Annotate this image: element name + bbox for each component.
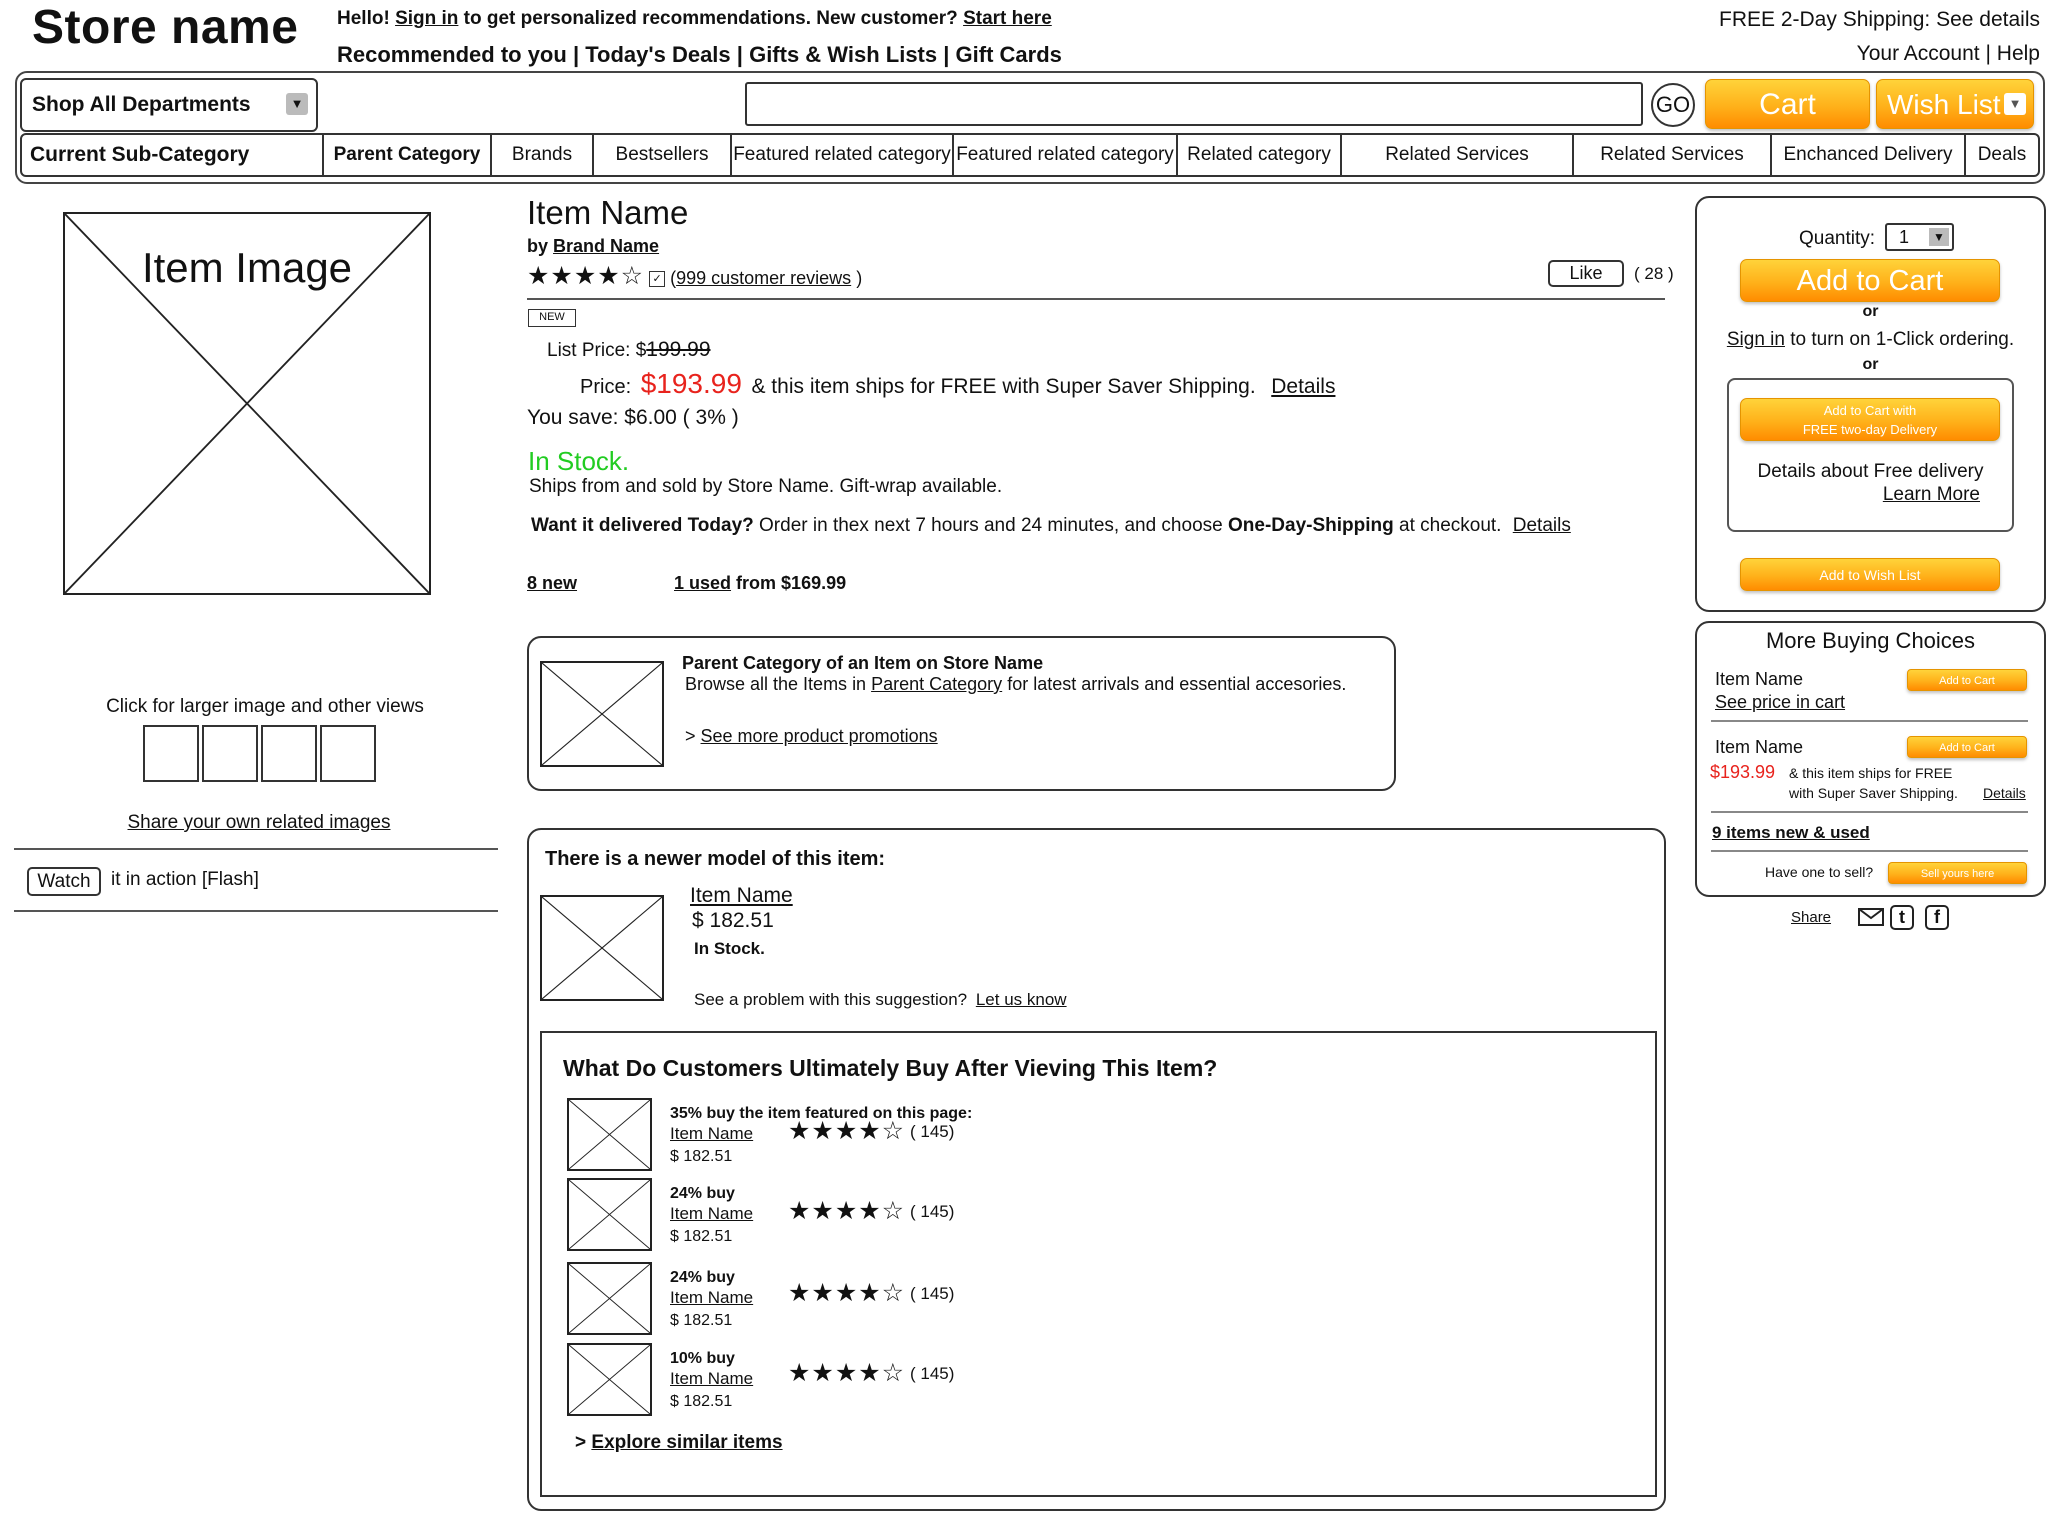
image-placeholder-icon bbox=[542, 663, 662, 765]
customers-buy-image[interactable] bbox=[567, 1262, 652, 1335]
customers-buy-item-link[interactable]: Item Name bbox=[670, 1204, 754, 1223]
want-it-text: Want it delivered Today? bbox=[531, 515, 754, 536]
reviews-open: ( bbox=[670, 268, 677, 288]
like-button[interactable]: Like bbox=[1548, 260, 1624, 287]
customers-buy-count: ( 145) bbox=[910, 1122, 955, 1141]
image-placeholder-icon bbox=[542, 897, 662, 999]
chevron-down-icon: ▼ bbox=[286, 93, 308, 115]
store-logo[interactable]: Store name bbox=[32, 1, 299, 54]
newer-model-name-link[interactable]: Item Name bbox=[690, 884, 793, 907]
explore-similar bbox=[575, 1432, 783, 1454]
price-note: & this item ships for FREE with Super Saver Shipping. bbox=[751, 375, 1256, 398]
add-to-wishlist-button[interactable]: Add to Wish List bbox=[1740, 558, 2000, 591]
subnav-related-category[interactable]: Related category bbox=[1176, 135, 1340, 175]
new-and-used-link[interactable]: 9 items new & used bbox=[1712, 823, 1870, 842]
see-price-in-cart-link[interactable]: See price in cart bbox=[1715, 692, 1846, 712]
nav-separator: | bbox=[1985, 42, 1991, 65]
you-save: You save: $6.00 ( 3% ) bbox=[527, 406, 739, 429]
divider bbox=[1711, 850, 2028, 852]
newer-model-title: There is a newer model of this item: bbox=[545, 848, 886, 870]
thumbnail[interactable] bbox=[320, 725, 376, 782]
subnav-deals[interactable]: Deals bbox=[1964, 135, 2038, 175]
customers-buy-stars: ★★★★☆ bbox=[788, 1279, 906, 1307]
customers-buy-pct: 35% buy the item featured on this page: bbox=[670, 1105, 973, 1122]
choice-note1: & this item ships for FREE bbox=[1789, 765, 1953, 781]
customers-buy-item-link[interactable]: Item Name bbox=[670, 1124, 754, 1143]
customers-buy-item-link[interactable]: Item Name bbox=[670, 1369, 754, 1388]
rating-stars: ★★★★☆ bbox=[527, 262, 645, 290]
suggestion-problem bbox=[694, 990, 1067, 1010]
choice-note2: with Super Saver Shipping. bbox=[1789, 785, 1958, 801]
sell-yours-button[interactable]: Sell yours here bbox=[1888, 862, 2027, 884]
image-placeholder-icon bbox=[569, 1264, 650, 1333]
promo-body-prefix: Browse all the Items in bbox=[685, 674, 867, 694]
list-price: 199.99 bbox=[646, 338, 711, 361]
promo-more-prefix: > bbox=[685, 726, 696, 746]
quantity-value: 1 bbox=[1899, 227, 1910, 247]
subnav-parent-category[interactable]: Parent Category bbox=[322, 135, 490, 175]
customers-buy-count: ( 145) bbox=[910, 1364, 955, 1383]
byline bbox=[527, 236, 659, 257]
divider bbox=[1711, 811, 2028, 813]
checkout-text: at checkout. bbox=[1399, 515, 1502, 536]
promo-more bbox=[685, 726, 938, 747]
quantity-select[interactable] bbox=[1885, 223, 1954, 251]
image-placeholder-icon bbox=[569, 1100, 650, 1169]
customers-buy-pct: 24% buy bbox=[670, 1185, 735, 1202]
add-free-line2: FREE two-day Delivery bbox=[1802, 422, 1938, 437]
subnav-related-services-2[interactable]: Related Services bbox=[1572, 135, 1770, 175]
ships-from: Ships from and sold by Store Name. Gift-wrap available. bbox=[529, 476, 1003, 497]
newer-model-stock: In Stock. bbox=[694, 939, 765, 958]
order-in-text: Order in thex next 7 hours and 24 minutes, and choose bbox=[759, 515, 1223, 536]
reviews-link[interactable]: 999 customer reviews bbox=[676, 268, 852, 288]
divider bbox=[14, 848, 498, 850]
nav-recommended[interactable]: Recommended to you bbox=[337, 42, 567, 67]
subnav-brands[interactable]: Brands bbox=[490, 135, 592, 175]
customers-buy-image[interactable] bbox=[567, 1343, 652, 1416]
price-details-link[interactable]: Details bbox=[1271, 375, 1336, 398]
click-larger-text[interactable]: Click for larger image and other views bbox=[106, 696, 424, 717]
choice-add-to-cart-button[interactable]: Add to Cart bbox=[1907, 736, 2027, 758]
subnav-featured-2[interactable]: Featured related category bbox=[952, 135, 1176, 175]
customers-buy-price: $ 182.51 bbox=[670, 1312, 733, 1329]
choice-price: $193.99 bbox=[1710, 762, 1776, 782]
main-image-label: Item Image bbox=[141, 244, 353, 291]
promo-title: Parent Category of an Item on Store Name bbox=[682, 653, 1044, 673]
choice-details-link[interactable]: Details bbox=[1983, 785, 2026, 801]
one-click-row bbox=[1695, 329, 2046, 351]
one-click-text: to turn on 1-Click ordering. bbox=[1790, 329, 2015, 350]
subnav-related-services-1[interactable]: Related Services bbox=[1340, 135, 1572, 175]
greeting-text: Hello! bbox=[337, 8, 390, 29]
promo-body bbox=[685, 674, 1346, 695]
department-label: Shop All Departments bbox=[32, 93, 251, 116]
used-offers-link[interactable]: 1 used bbox=[674, 573, 732, 593]
list-price-row bbox=[547, 338, 711, 362]
nav-gifts[interactable]: Gifts & Wish Lists bbox=[749, 42, 938, 67]
greeting bbox=[337, 8, 1052, 30]
price-row bbox=[580, 368, 1335, 400]
thumbnail[interactable] bbox=[261, 725, 317, 782]
add-free-line1: Add to Cart with bbox=[1823, 403, 1917, 418]
newer-model-image[interactable] bbox=[540, 895, 664, 1001]
delivery-info bbox=[531, 515, 1571, 537]
used-from-text: from $169.99 bbox=[736, 573, 847, 593]
choice-item-name: Item Name bbox=[1715, 669, 1804, 689]
customers-buy-pct: 24% buy bbox=[670, 1269, 735, 1286]
customers-buy-count: ( 145) bbox=[910, 1202, 955, 1221]
nav-separator: | bbox=[943, 42, 950, 67]
subnav-featured-1[interactable]: Featured related category bbox=[730, 135, 952, 175]
start-here-link[interactable]: Start here bbox=[963, 8, 1052, 29]
choice-add-to-cart-button[interactable]: Add to Cart bbox=[1907, 669, 2027, 691]
price-value: $193.99 bbox=[640, 368, 742, 399]
customers-buy-pct: 10% buy bbox=[670, 1350, 735, 1367]
greeting-mid-text: to get personalized recommendations. New customer? bbox=[463, 8, 958, 29]
customers-buy-price: $ 182.51 bbox=[670, 1228, 733, 1245]
thumbnail[interactable] bbox=[202, 725, 258, 782]
new-offers-link[interactable]: 8 new bbox=[527, 573, 578, 593]
explore-similar-link[interactable]: Explore similar items bbox=[591, 1432, 783, 1453]
header-nav bbox=[337, 42, 1062, 68]
chevron-down-icon: ▼ bbox=[1929, 228, 1949, 246]
divider bbox=[1711, 720, 2028, 722]
free-delivery-details: Details about Free delivery bbox=[1757, 461, 1984, 482]
add-to-cart-free-delivery-button[interactable] bbox=[1740, 398, 2000, 441]
one-day-text: One-Day-Shipping bbox=[1228, 515, 1394, 536]
customers-buy-title: What Do Customers Ultimately Buy After Vieving This Item? bbox=[563, 1055, 1218, 1081]
department-select[interactable] bbox=[20, 78, 318, 132]
facebook-icon[interactable]: f bbox=[1925, 905, 1949, 930]
mail-icon[interactable] bbox=[1858, 906, 1884, 928]
like-count: ( 28 ) bbox=[1634, 264, 1674, 283]
nav-separator: | bbox=[572, 42, 580, 67]
chevron-down-icon: ▼ bbox=[2004, 93, 2026, 115]
learn-more-link[interactable]: Learn More bbox=[1882, 484, 1980, 505]
divider bbox=[14, 910, 498, 912]
by-text: by bbox=[527, 236, 549, 256]
account-links bbox=[1857, 42, 2040, 66]
let-us-know-link[interactable]: Let us know bbox=[975, 990, 1067, 1009]
reviews-close: ) bbox=[856, 268, 863, 288]
problem-text: See a problem with this suggestion? bbox=[694, 990, 968, 1009]
customers-buy-item-link[interactable]: Item Name bbox=[670, 1288, 754, 1307]
watch-suffix: it in action [Flash] bbox=[111, 869, 259, 890]
customers-buy-image[interactable] bbox=[567, 1178, 652, 1251]
brand-link[interactable]: Brand Name bbox=[553, 236, 660, 256]
share-images-link[interactable]: Share your own related images bbox=[127, 812, 391, 833]
customers-buy-count: ( 145) bbox=[910, 1284, 955, 1303]
chevron-down-icon[interactable]: ✓ bbox=[649, 271, 665, 287]
customers-buy-stars: ★★★★☆ bbox=[788, 1359, 906, 1387]
used-offers bbox=[674, 573, 846, 594]
or-text: or bbox=[1862, 303, 1879, 320]
promo-image[interactable] bbox=[540, 661, 664, 767]
customers-buy-box bbox=[540, 1031, 1657, 1497]
customers-buy-price: $ 182.51 bbox=[670, 1393, 733, 1410]
more-buying-choices bbox=[1695, 621, 2046, 897]
wishlist-button[interactable] bbox=[1876, 79, 2034, 129]
explore-prefix: > bbox=[575, 1432, 587, 1453]
add-to-cart-button[interactable]: Add to Cart bbox=[1740, 259, 2000, 302]
share-label: Share bbox=[1791, 909, 1832, 926]
wishlist-label: Wish List bbox=[1887, 89, 2001, 120]
nav-separator: | bbox=[736, 42, 743, 67]
free-shipping-link[interactable]: FREE 2-Day Shipping: See details bbox=[1719, 8, 2040, 31]
customers-buy-price: $ 182.51 bbox=[670, 1148, 733, 1165]
image-placeholder-icon bbox=[569, 1345, 650, 1414]
more-choices-title: More Buying Choices bbox=[1765, 628, 1976, 653]
help-link[interactable]: Help bbox=[1996, 42, 2040, 65]
search-input[interactable] bbox=[745, 82, 1643, 126]
subnav-bestsellers[interactable]: Bestsellers bbox=[592, 135, 730, 175]
current-subcategory[interactable]: Current Sub-Category bbox=[30, 143, 250, 166]
customers-buy-stars: ★★★★☆ bbox=[788, 1117, 906, 1145]
divider bbox=[527, 298, 1665, 300]
have-one-text: Have one to sell? bbox=[1765, 864, 1874, 880]
new-badge: NEW bbox=[528, 309, 576, 327]
buybox-sign-in-link[interactable]: Sign in bbox=[1726, 329, 1785, 350]
quantity-label: Quantity: bbox=[1799, 228, 1876, 249]
go-button[interactable]: GO bbox=[1651, 83, 1695, 127]
subnav-enhanced-delivery[interactable]: Enchanced Delivery bbox=[1770, 135, 1964, 175]
list-price-label: List Price: $ bbox=[547, 340, 647, 361]
watch-button[interactable]: Watch bbox=[27, 867, 101, 896]
choice-item-name: Item Name bbox=[1715, 737, 1804, 757]
thumbnail[interactable] bbox=[143, 725, 199, 782]
main-product-image[interactable] bbox=[63, 212, 431, 595]
stock-status: In Stock. bbox=[528, 446, 630, 476]
newer-model-price: $ 182.51 bbox=[692, 909, 774, 932]
price-label: Price: bbox=[580, 376, 632, 398]
delivery-details-link[interactable]: Details bbox=[1512, 515, 1571, 536]
customers-buy-stars: ★★★★☆ bbox=[788, 1197, 906, 1225]
nav-gift-cards[interactable]: Gift Cards bbox=[955, 42, 1062, 67]
rating-row bbox=[527, 261, 862, 291]
customers-buy-image[interactable] bbox=[567, 1098, 652, 1171]
cart-button[interactable]: Cart bbox=[1705, 79, 1870, 129]
twitter-icon[interactable]: t bbox=[1890, 905, 1914, 930]
image-placeholder-icon bbox=[569, 1180, 650, 1249]
product-title: Item Name bbox=[527, 194, 689, 231]
nav-todays-deals[interactable]: Today's Deals bbox=[585, 42, 731, 67]
promo-parent-category-link[interactable]: Parent Category bbox=[871, 674, 1003, 694]
see-more-promotions-link[interactable]: See more product promotions bbox=[700, 726, 938, 746]
your-account-link[interactable]: Your Account bbox=[1856, 42, 1980, 65]
sign-in-link[interactable]: Sign in bbox=[395, 8, 459, 29]
or-text: or bbox=[1862, 356, 1879, 373]
promo-body-suffix: for latest arrivals and essential accesories. bbox=[1007, 674, 1347, 694]
